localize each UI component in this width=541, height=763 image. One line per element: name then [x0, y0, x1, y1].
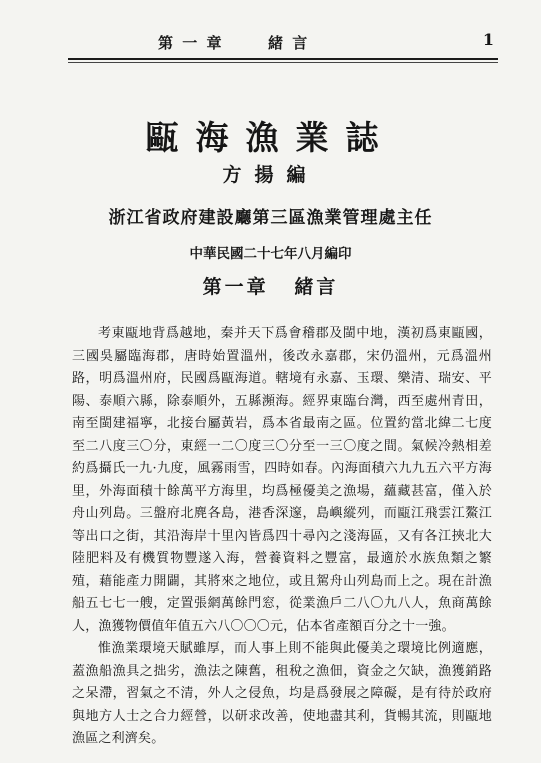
- author-line: 方揚編: [222, 164, 319, 186]
- author-affiliation: 浙江省政府建設廳第三區漁業管理處主任: [108, 208, 433, 228]
- page-number: 1: [482, 30, 496, 49]
- book-title: 甌海漁業誌: [145, 118, 396, 157]
- running-head: [68, 30, 498, 54]
- header-rule-thin: [68, 62, 498, 63]
- chapter-name: 緒言: [294, 276, 339, 298]
- running-head-chapter: 第 一 章: [158, 34, 224, 52]
- running-head-section: 緒 言: [268, 34, 310, 52]
- body-text: [72, 323, 492, 751]
- paragraph: 考東甌地背爲越地，秦并天下爲會稽郡及閩中地，漢初爲東甌國，三國吳屬臨海郡，唐時始置溫州，後改永嘉郡，宋仍溫州，元爲溫州路，明爲溫州府，民國爲甌海道。轄境有永嘉、玉環、樂清、瑞安、平陽、泰順六縣，除泰順外，五縣瀕海。經界東臨台灣，西至處州青田，南至閩建福寧，北接台屬黃岩，爲本省最南之區。位置約當北緯二七度至二八度三〇分，東經一二〇度三〇分至一三〇度之間。氣候冷熱相差約爲攝氏一九·九度，風霧雨雪，四時如春。內海面積六九九五六平方海里，外海面積十餘萬平方海里，均爲極優美之漁場，蘊藏甚富，僅入於舟山列島。三盤府北麂各島，港香深邃，島嶼縱列，而甌江飛雲江鰲江等出口之街，其沿海岸十里內皆爲四十尋內之淺海區，又有各江挾北大陸肥料及有機質物豐遂入海，營養資料之豐富，最適於水族魚類之繁殖，藉能產力開闢，其將來之地位，或且駕舟山列島而上之。現在計漁船五七七一艘，定置張網萬餘門窓，從業漁戶二八〇九八人，魚商萬餘人，漁獲物價值年值五六八〇〇〇元，佔本省產額百分之十一強。: [72, 326, 492, 634]
- header-rule: [68, 58, 498, 60]
- publication-date: 中華民國二十七年八月編印: [189, 246, 352, 262]
- chapter-number: 第一章: [202, 276, 269, 298]
- paragraph: 惟漁業環境天賦雖厚，而人事上則不能與此優美之環境比例適應，蓋漁船漁具之拙劣，漁法之陳舊，租稅之漁佃，資金之欠缺，漁獲銷路之呆滯，習氣之不清，外人之侵魚，均是爲發展之障礙，是有待於政府與地方人士之合力經營，以研求改善，使地盡其利，貨暢其流，則甌地漁區之利濟矣。: [72, 641, 492, 746]
- chapter-heading: [0, 272, 541, 299]
